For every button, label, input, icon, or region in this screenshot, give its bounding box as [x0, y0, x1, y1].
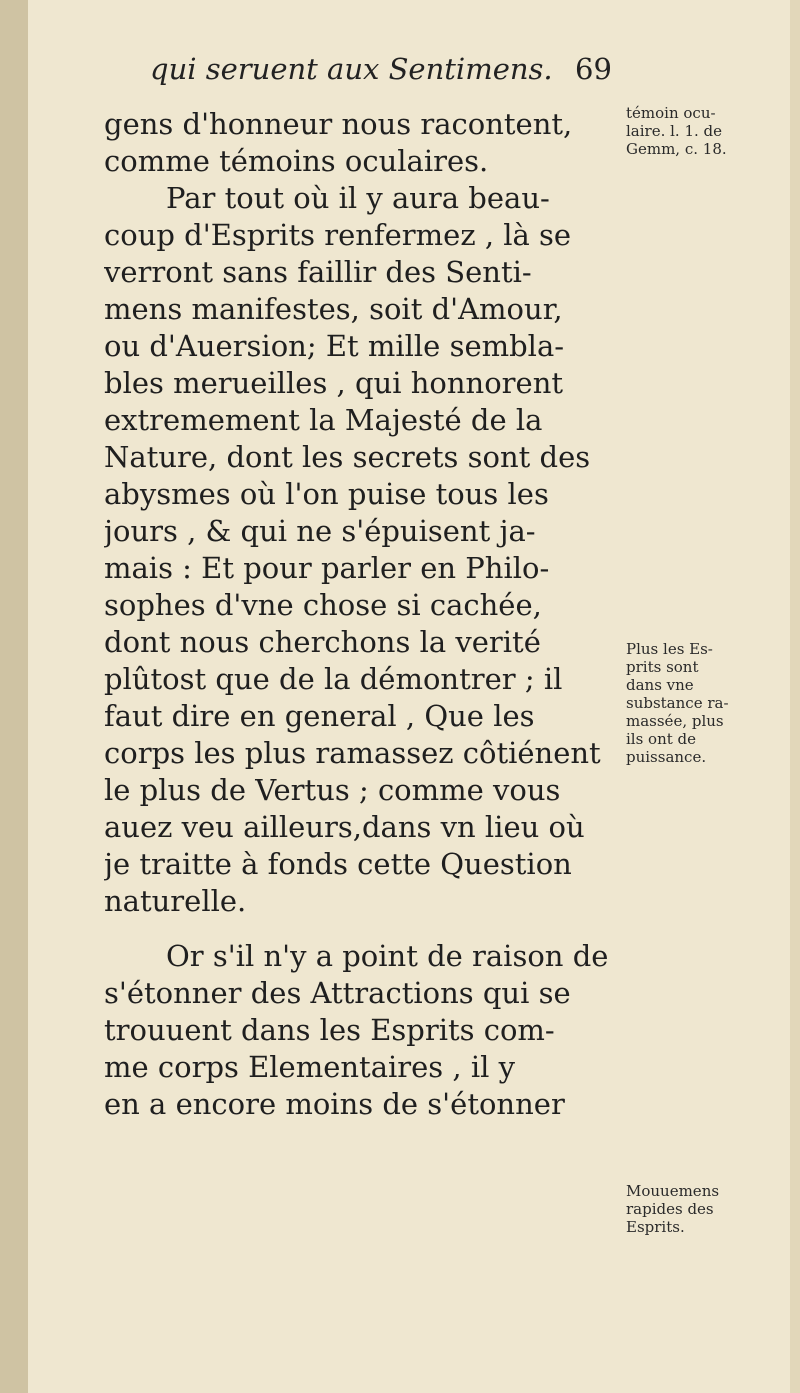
margin-note-line: rapides des	[626, 1200, 714, 1218]
text-line: plûtost que de la démontrer ; il	[104, 662, 563, 696]
running-title: qui seruent aux Sentimens.	[150, 52, 553, 86]
margin-note-line: Mouuemens	[626, 1182, 720, 1200]
margin-note-line: massée, plus	[626, 712, 724, 730]
margin-note-rapid-movements	[626, 1182, 796, 1236]
margin-note-line: Esprits.	[626, 1218, 685, 1236]
margin-note-eyewitness	[626, 104, 796, 158]
text-line: en a encore moins de s'étonner	[104, 1087, 565, 1121]
text-line: ou d'Auersion; Et mille sembla-	[104, 329, 565, 363]
text-line: gens d'honneur nous racontent,	[104, 107, 573, 141]
text-line: s'étonner des Attractions qui se	[104, 976, 571, 1010]
margin-note-line: Plus les Es-	[626, 640, 713, 658]
text-line: sophes d'vne chose si cachée,	[104, 588, 542, 622]
text-line: naturelle.	[104, 884, 247, 918]
text-line: corps les plus ramassez côtiénent	[104, 736, 601, 770]
text-line: bles merueilles , qui honnorent	[104, 366, 564, 400]
margin-note-line: témoin ocu-	[626, 104, 716, 122]
text-line: le plus de Vertus ; comme vous	[104, 773, 561, 807]
page-binding-edge	[0, 0, 28, 1393]
margin-note-spirits-power	[626, 640, 796, 766]
text-line: abysmes où l'on puise tous les	[104, 477, 549, 511]
margin-note-line: laire. l. 1. de	[626, 122, 723, 140]
text-line: auez veu ailleurs,dans vn lieu où	[104, 810, 585, 844]
text-line: me corps Elementaires , il y	[104, 1050, 515, 1084]
text-line: mens manifestes, soit d'Amour,	[104, 292, 563, 326]
body-text	[104, 106, 644, 1123]
margin-note-line: prits sont	[626, 658, 699, 676]
text-line: Par tout où il y aura beau-	[166, 181, 550, 215]
text-line: verront sans faillir des Senti-	[104, 255, 532, 289]
margin-note-line: Gemm, c. 18.	[626, 140, 727, 158]
margin-note-line: dans vne	[626, 676, 694, 694]
text-line: dont nous cherchons la verité	[104, 625, 541, 659]
margin-note-line: ils ont de	[626, 730, 697, 748]
text-line: Nature, dont les secrets sont des	[104, 440, 591, 474]
text-line: Or s'il n'y a point de raison de	[166, 939, 609, 973]
paragraph-gap	[104, 920, 644, 938]
text-line: mais : Et pour parler en Philo-	[104, 551, 550, 585]
page-header	[150, 52, 630, 104]
text-line: je traitte à fonds cette Question	[104, 847, 572, 881]
text-line: trouuent dans les Esprits com-	[104, 1013, 555, 1047]
text-line: faut dire en general , Que les	[104, 699, 535, 733]
page-number: 69	[575, 52, 612, 86]
margin-note-line: puissance.	[626, 748, 707, 766]
text-line: coup d'Esprits renfermez , là se	[104, 218, 572, 252]
text-line: comme témoins oculaires.	[104, 144, 489, 178]
text-line: extremement la Majesté de la	[104, 403, 543, 437]
margin-note-line: substance ra-	[626, 694, 729, 712]
text-line: jours , & qui ne s'épuisent ja-	[104, 514, 536, 548]
